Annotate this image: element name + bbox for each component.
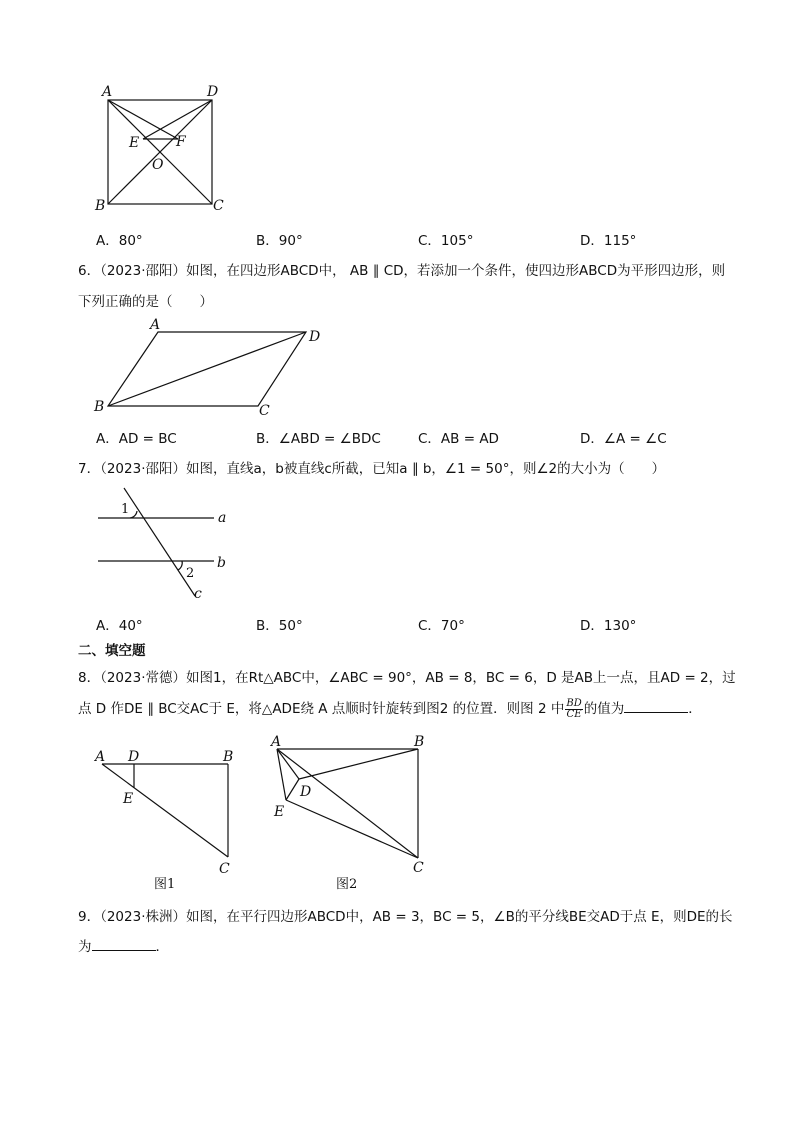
segment-ce	[286, 800, 418, 858]
label-o: O	[152, 157, 164, 173]
label-b: b	[217, 555, 226, 571]
segment-ac	[277, 749, 418, 858]
section-heading: 二、填空题	[78, 643, 146, 659]
angle-1-arc	[130, 511, 137, 518]
label-a: a	[218, 510, 227, 526]
q6-line2: 下列正确的是（ ）	[78, 294, 213, 310]
label-b: B	[94, 399, 105, 415]
segment-ae	[277, 749, 286, 800]
q7-figure	[90, 482, 240, 604]
q6-option-b: B．∠ABD = ∠BDC	[256, 431, 381, 447]
q8-fraction	[565, 699, 582, 720]
label-d: D	[309, 329, 321, 345]
label-a: A	[271, 734, 282, 750]
q5-option-c: C．105°	[418, 233, 474, 249]
q8-line2-suffix: 的值为	[583, 701, 625, 717]
label-e: E	[274, 804, 285, 820]
q9-line1: 9．（2023·株洲）如图，在平行四边形ABCD中，AB = 3，BC = 5，∠B的平分线BE交AD于点 E，则DE的长	[78, 909, 733, 925]
label-d: D	[300, 784, 312, 800]
q9-answer-blank[interactable]	[92, 938, 156, 951]
q6-option-d: D．∠A = ∠C	[580, 431, 667, 447]
label-f: F	[176, 134, 186, 150]
q8-line2-text: 点 D 作DE ∥ BC交AC于 E，将△ADE绕 A 点顺时针旋转到图2 的位置．则图 2 中	[78, 701, 565, 717]
q7-option-a: A．40°	[96, 618, 143, 634]
q8-line2: 点 D 作DE ∥ BC交AC于 E，将△ADE绕 A 点顺时针旋转到图2 的位置．则图 2 中 $\frac{BD}{CE}$ 的值为 ．	[78, 697, 702, 720]
label-b: B	[223, 749, 234, 765]
q6-option-a: A．AD = BC	[96, 431, 177, 447]
label-a: A	[95, 749, 106, 765]
q5-option-b: B．90°	[256, 233, 303, 249]
q6-line1: 6．（2023·邵阳）如图，在四边形ABCD中， AB ∥ CD，若添加一个条件，使四边形ABCD为平形四边形，则	[78, 263, 726, 279]
label-c: C	[413, 860, 424, 876]
q7-option-c: C．70°	[418, 618, 465, 634]
label-e: E	[123, 791, 134, 807]
label-a: A	[150, 317, 161, 333]
diagonal-bd	[108, 332, 306, 406]
fraction-numerator: BD	[566, 697, 582, 709]
label-d: D	[128, 749, 140, 765]
angle-2-arc	[178, 561, 182, 570]
label-b: B	[95, 198, 106, 214]
q8-line1: 8．（2023·常德）如图1，在Rt△ABC中，∠ABC = 90°，AB = 8，BC = 6，D 是AB上一点，且AD = 2，过	[78, 670, 736, 686]
q7-option-b: B．50°	[256, 618, 303, 634]
caption-figure-2: 图2	[336, 877, 358, 892]
q5-option-a: A．80°	[96, 233, 143, 249]
q7-option-d: D．130°	[580, 618, 637, 634]
line-c	[124, 488, 195, 596]
segment-bd	[299, 749, 418, 779]
segment-de	[286, 779, 299, 800]
label-e: E	[129, 135, 140, 151]
label-c: C	[213, 198, 224, 214]
label-c: C	[259, 403, 270, 419]
q8-figure-1	[90, 744, 250, 894]
label-c: C	[219, 861, 230, 877]
q8-figure-2	[268, 732, 438, 894]
label-d: D	[207, 84, 219, 100]
q9-line2-text: 为	[78, 939, 92, 955]
caption-figure-1: 图1	[154, 877, 176, 892]
q8-answer-blank[interactable]	[624, 700, 688, 713]
q7-line1: 7．（2023·邵阳）如图，直线a，b被直线c所截，已知a ∥ b，∠1 = 50°，则∠2的大小为（ ）	[78, 461, 666, 477]
fraction-denominator: CE	[566, 708, 582, 720]
q5-figure	[90, 82, 230, 214]
label-b: B	[414, 734, 425, 750]
q5-option-d: D．115°	[580, 233, 637, 249]
label-angle-1: 1	[121, 502, 130, 517]
q6-figure	[90, 312, 340, 422]
q9-line2: 为 ．	[78, 939, 169, 955]
q6-option-c: C．AB = AD	[418, 431, 499, 447]
label-angle-2: 2	[186, 566, 195, 581]
label-a: A	[102, 84, 113, 100]
segment-ac	[102, 764, 228, 857]
label-c: c	[194, 586, 202, 602]
segment-af	[108, 100, 178, 139]
